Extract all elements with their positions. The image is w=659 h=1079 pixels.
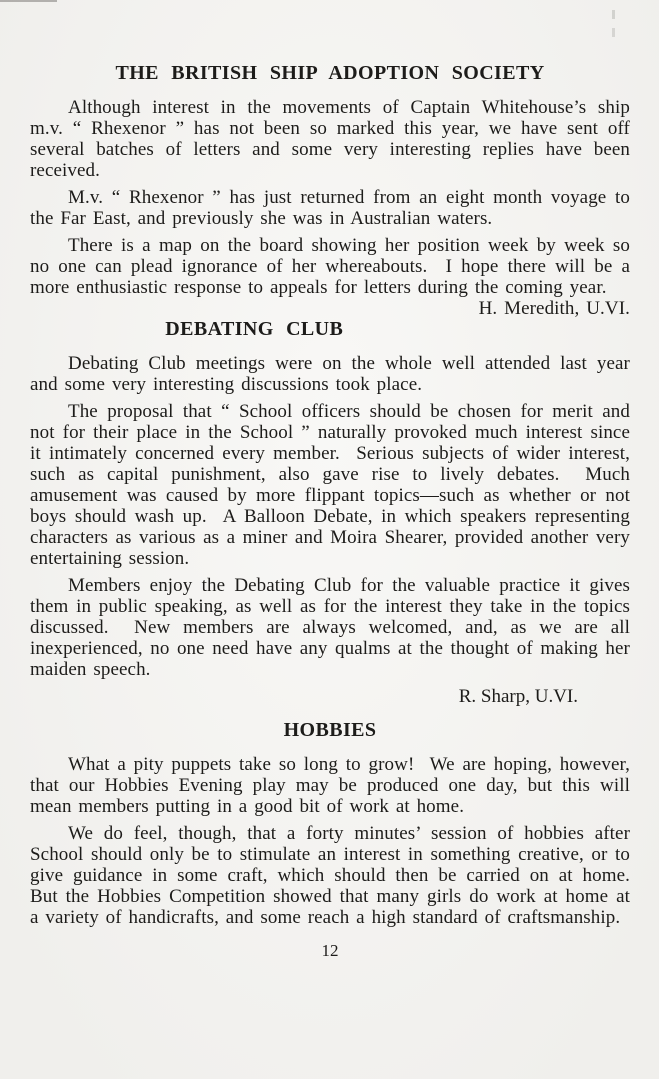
section-heading-hobbies: HOBBIES: [283, 719, 377, 741]
paragraph: [30, 187, 637, 229]
paragraph: [30, 823, 644, 928]
author-signature-meredith: H. Meredith, U.VI.: [478, 298, 630, 319]
paragraph: [30, 754, 637, 817]
paragraph-text: The proposal that “ School officers should be chosen for merit and not for their place in the School ” naturally provoked much interest since it intimately concerned every member. Serious subjects of wider interest, such as capital punishment, also gave rise to lively debates. Much amusement was caused by more flippant topics—such as whether or not boys should wash up. A Balloon Debate, in which speakers representing characters as various as a miner and Moira Shearer, provided another very entertaining session.: [30, 401, 637, 569]
scan-artifact: [612, 10, 615, 19]
paragraph-text: Debating Club meetings were on the whole well attended last year and some very interesting discussions took place.: [30, 353, 637, 395]
paragraph-text: Members enjoy the Debating Club for the valuable practice it gives them in public speaking, as well as for the interest they take in the topics discussed. New members are always welcomed, and, as we are all inexperienced, no one need have any qualms at the thought of making her maiden speech.: [30, 575, 637, 680]
paragraph-with-signature: [30, 235, 637, 319]
paragraph-text: M.v. “ Rhexenor ” has just returned from an eight month voyage to the Far East, and previously she was in Australian waters.: [30, 187, 637, 229]
section-heading-debating-club: DEBATING CLUB: [165, 318, 344, 340]
scan-artifact: [0, 0, 57, 2]
paragraph: [30, 401, 637, 569]
paragraph: [30, 353, 637, 395]
paragraph-text: Although interest in the movements of Captain Whitehouse’s ship m.v. “ Rhexenor ” has not been so marked this year, we have sent off several batches of letters and some very interesting replies have been received.: [30, 97, 637, 181]
scan-artifact: [612, 28, 615, 37]
paragraph-text: There is a map on the board showing her position week by week so no one can plead ignorance of her whereabouts. I hope there will be a more enthusiastic response to appeals for letters during the coming year.: [30, 235, 637, 298]
paragraph: [30, 97, 637, 181]
paragraph-text: We do feel, though, that a forty minutes’ session of hobbies after School should only be to stimulate an interest in something creative, or to give guidance in some craft, which should then be carried on at home. But the Hobbies Competition showed that many girls do work at home at a variety of handicrafts, and some reach a high standard of craftsmanship.: [30, 823, 644, 928]
page-number: 12: [321, 941, 339, 960]
author-signature-sharp: R. Sharp, U.VI.: [458, 686, 578, 707]
section-heading-ship-adoption-society: THE BRITISH SHIP ADOPTION SOCIETY: [115, 62, 545, 84]
paragraph: [30, 575, 637, 680]
paragraph-text: What a pity puppets take so long to grow! We are hoping, however, that our Hobbies Evening play may be produced one day, but this will mean members putting in a good bit of work at home.: [30, 754, 637, 817]
